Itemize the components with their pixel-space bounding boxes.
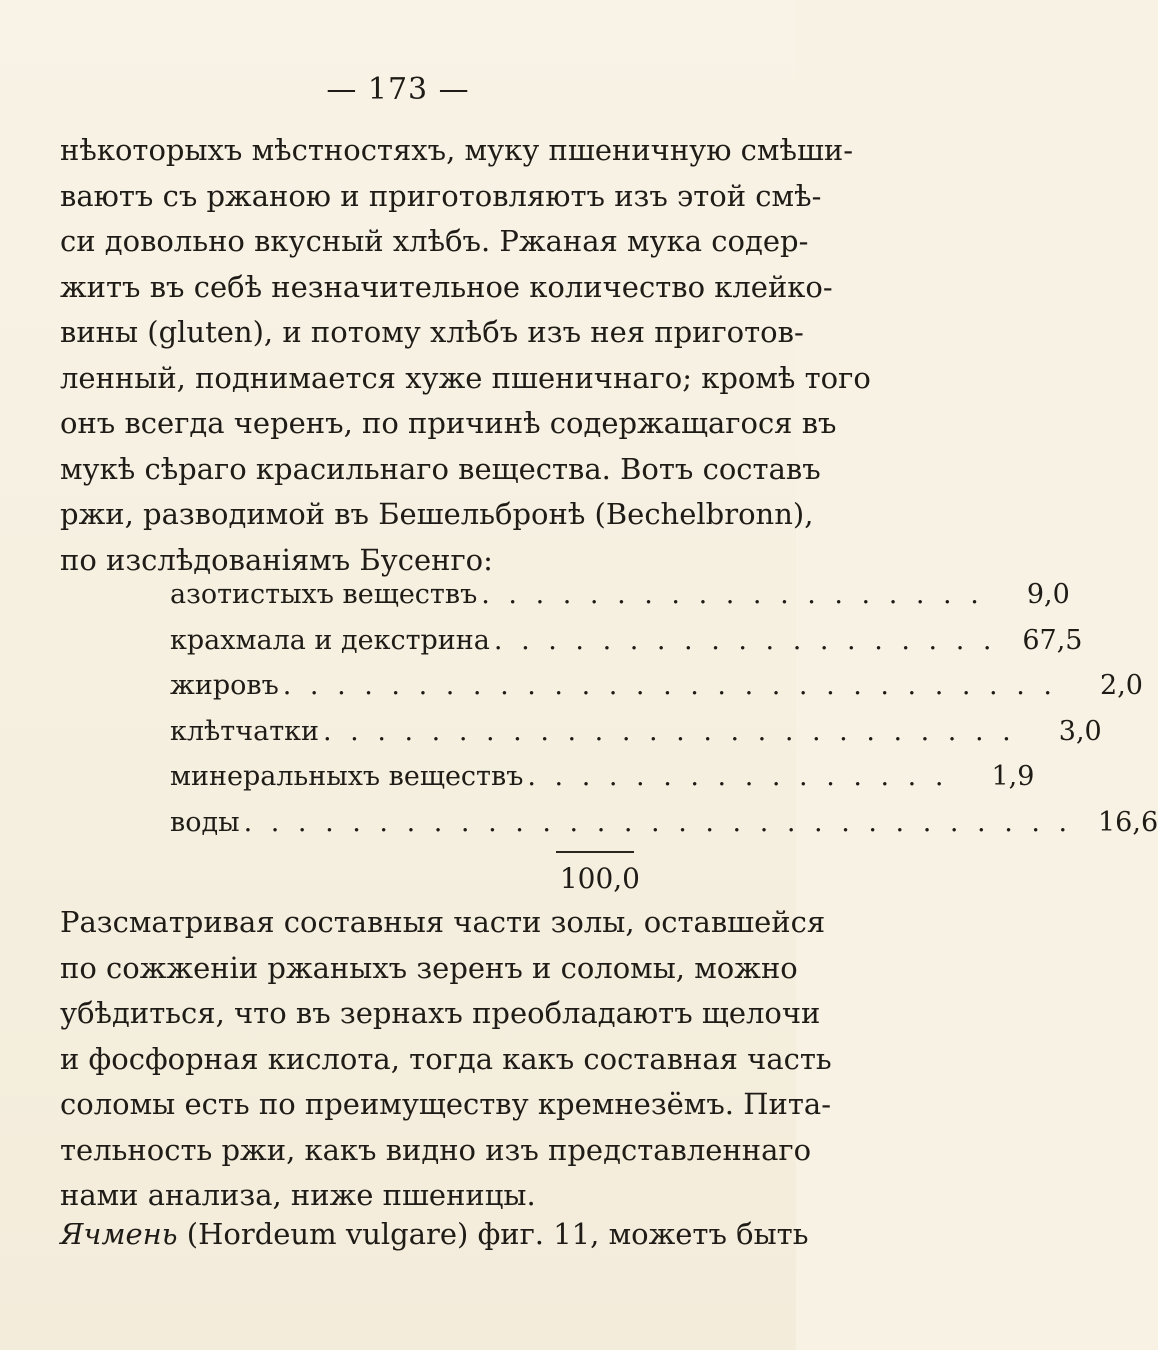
text-line: по сожженіи ржаныхъ зеренъ и соломы, можно [60,950,798,985]
composition-value: 2,0 [1100,670,1143,701]
leader-dots: . . . . . . . . . . . . . . . . . . . [493,624,997,656]
text-run: (Hordeum vulgare) фиг. 11, можетъ быть [177,1217,809,1251]
text-line: и фосфорная кислота, тогда какъ составная часть [60,1041,832,1076]
paragraph-ash [60,900,832,1219]
text-line [60,1212,809,1258]
composition-total: 100,0 [559,862,640,895]
term-barley: Ячмень [60,1217,178,1251]
paragraph-intro [60,128,871,583]
leader-dots: . . . . . . . . . . . . . . . . . . . . . . . . . . . . . [282,670,1057,701]
text-line: си довольно вкусный хлѣбъ. Ржаная мука содер- [60,224,809,258]
text-line: ваютъ съ ржаною и приготовляютъ изъ этой смѣ- [60,178,822,213]
sum-rule [556,851,634,853]
leader-dots: . . . . . . . . . . . . . . . . . . . . . . . . . . [323,715,1016,747]
page-number: — 173 — [326,72,470,107]
composition-value: 1,9 [991,761,1035,792]
leader-dots: . . . . . . . . . . . . . . . . . . . . . . . . . . . . . . . [243,806,1073,838]
composition-name: жировъ [170,670,279,701]
composition-name: азотистыхъ веществъ [170,579,478,610]
leader-dots: . . . . . . . . . . . . . . . . [527,761,949,792]
composition-value: 67,5 [1022,624,1083,656]
composition-row [170,663,1143,709]
text-line: житъ въ себѣ незначительное количество клейко- [60,269,833,304]
text-line: Разсматривая составныя части золы, оставшейся [60,905,826,939]
paragraph-barley [60,1212,809,1258]
text-line: ленный, поднимается хуже пшеничнаго; кромѣ того [60,360,871,395]
composition-name: клѣтчатки [170,715,320,747]
composition-row [170,709,1102,755]
composition-name: воды [170,806,240,838]
text-line: убѣдиться, что въ зернахъ преобладаютъ щелочи [60,996,821,1030]
composition-value: 16,6 [1098,806,1158,838]
composition-table [170,572,1158,845]
composition-row [170,800,1158,846]
text-line: онъ всегда черенъ, по причинѣ содержащагося въ [60,406,837,440]
leader-dots: . . . . . . . . . . . . . . . . . . . [481,579,984,610]
text-line: нами анализа, ниже пшеницы. [60,1178,536,1212]
text-line: мукѣ сѣраго красильнаго вещества. Вотъ составъ [60,451,821,486]
composition-name: минеральныхъ веществъ [170,761,524,792]
text-line: тельность ржи, какъ видно изъ представленнаго [60,1132,812,1167]
composition-row [170,754,1035,800]
composition-name: крахмала и декстрина [170,624,490,656]
text-line: ржи, разводимой въ Бешельбронѣ (Bechelbronn), [60,497,814,531]
text-line: вины (gluten), и потому хлѣбъ изъ нея приготов- [60,315,804,349]
text-line: по изслѣдованіямъ Бусенго: [60,542,493,577]
text-line: нѣкоторыхъ мѣстностяхъ, муку пшеничную смѣши- [60,133,854,167]
composition-value: 3,0 [1058,715,1102,747]
text-line: соломы есть по преимуществу кремнезёмъ. Пита- [60,1087,831,1121]
composition-row [170,572,1070,618]
composition-value: 9,0 [1026,579,1070,610]
composition-row [170,618,1083,664]
